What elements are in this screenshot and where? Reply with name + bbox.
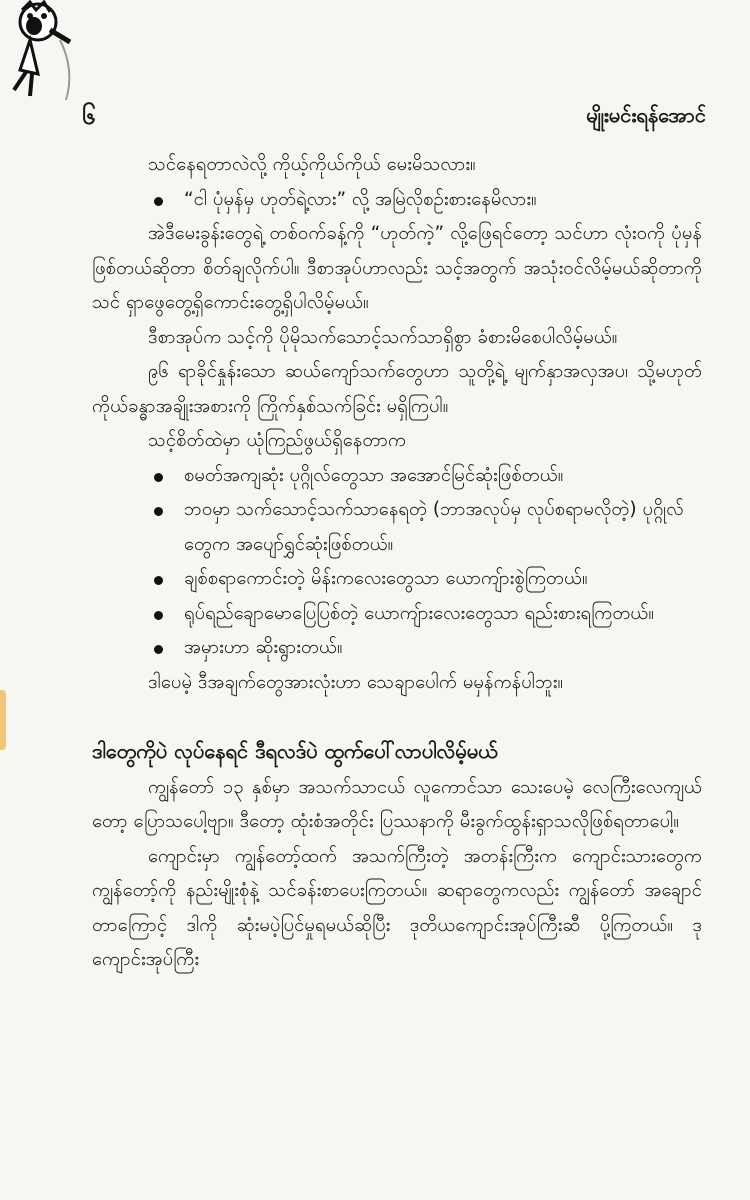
page-edge-tab bbox=[0, 690, 6, 750]
section-heading: ဒါတွေကိုပဲ လုပ်နေရင် ဒီရလဒ်ပဲ ထွက်ပေါ်လာပါလိမ့်မယ် bbox=[92, 739, 498, 763]
bullet-text: အမှားဟာ ဆိုးရွားတယ်။ bbox=[184, 637, 343, 658]
cartoon-mascot-icon bbox=[0, 0, 110, 110]
bullet-text: ချစ်စရာကောင်းတဲ့ မိန်းကလေးတွေသာ ယောကျ်ားစွဲကြတယ်။ bbox=[184, 568, 588, 589]
list-item bbox=[92, 493, 702, 562]
bullet-icon bbox=[154, 576, 163, 585]
bullet-icon bbox=[154, 197, 163, 206]
body-paragraph: ဒါပေမဲ့ ဒီအချက်တွေအားလုံးဟာ သေချာပေါက် မမှန်ကန်ပါဘူး။ bbox=[148, 671, 564, 693]
list-item bbox=[92, 562, 702, 597]
question-bullet-list bbox=[92, 183, 702, 218]
body-paragraph: ဒီစာအုပ်က သင့်ကို ပိုမိုသက်သောင့်သက်သာရှိစွာ ခံစားမိစေပါလိမ့်မယ်။ bbox=[148, 326, 618, 348]
bullet-icon bbox=[154, 611, 163, 620]
bullet-icon bbox=[154, 645, 163, 654]
page-header bbox=[0, 100, 750, 140]
section-paragraph: ကျွန်တော် ၁၃ နှစ်မှာ အသက်သာငယ် လူကောင်သာ သေးပေမဲ့ လေကြီးလေကျယ်တော့ ပြောသပေါ့ဗျာ။ ဒီတော့ ထုံးစံအတိုင်း ပြဿနာကို မီးခွက်ထွန်းရှာသလိုဖြစ်ရတာပေါ့။ bbox=[92, 776, 702, 832]
bullet-text: ဘဝမှာ သက်သောင့်သက်သာနေရတဲ့ (ဘာအလုပ်မှ လုပ်စရာမလိုတဲ့) ပုဂ္ဂိုလ်တွေက အပျော်ရွှင်ဆုံးဖြစ်တယ်။ bbox=[184, 499, 684, 555]
body-paragraph: သင့်စိတ်ထဲမှာ ယုံကြည်ဖွယ်ရှိနေတာက bbox=[148, 430, 407, 451]
bullet-text: ရုပ်ရည်ချောမောပြေပြစ်တဲ့ ယောကျ်ားလေးတွေသာ ရည်းစားရကြတယ်။ bbox=[184, 602, 654, 624]
body-paragraph: အဲဒီမေးခွန်းတွေရဲ့ တစ်ဝက်ခန့်ကို “ဟုတ်ကဲ့” လို့ဖြေရင်တော့ သင်ဟာ လုံးဝကို ပုံမှန်ဖြစ်တယ်ဆိုတာ စိတ်ချလိုက်ပါ။ ဒီစာအုပ်ဟာလည်း သင့်အတွက် အသုံးဝင်လိမ့်မယ်ဆိုတာကို သင် ရှာဖွေတွေ့ရှိကောင်းတွေ့ရှိပါလိမ့်မယ်။ bbox=[92, 223, 702, 313]
beliefs-bullet-list bbox=[92, 459, 702, 666]
page-number: ၆ bbox=[82, 102, 96, 130]
running-title: မျိုးမင်းရန်အောင် bbox=[586, 103, 706, 127]
list-item bbox=[92, 183, 702, 218]
bullet-text: စမတ်အကျဆုံး ပုဂ္ဂိုလ်တွေသာ အအောင်မြင်ဆုံးဖြစ်တယ်။ bbox=[184, 464, 564, 486]
body-line-intro: သင်နေရတာလဲလို့ ကိုယ့်ကိုယ်ကိုယ် မေးမိသလား။ bbox=[148, 154, 476, 175]
list-item bbox=[92, 631, 702, 666]
page-body bbox=[92, 148, 702, 978]
section-paragraph: ကျောင်းမှာ ကျွန်တော့်ထက် အသက်ကြီးတဲ့ အတန်းကြီးက ကျောင်းသားတွေက ကျွန်တော့်ကို နည်းမျိုးစုံနဲ့ သင်ခန်းစာပေးကြတယ်။ ဆရာတွေကလည်း ကျွန်တော် အချောင်တာကြောင့် ဒါကို ဆုံးမပဲ့ပြင်မှုရမယ်ဆိုပြီး ဒုတိယကျောင်းအုပ်ကြီးဆီ ပို့ကြတယ်။ ဒုကျောင်းအုပ်ကြီး bbox=[92, 845, 702, 970]
bullet-text: “ငါ ပုံမှန်မှ ဟုတ်ရဲ့လား” လို့ အမြဲလိုစဉ်းစားနေမိလား။ bbox=[184, 188, 537, 210]
list-item bbox=[92, 597, 702, 632]
body-paragraph: ၉၆ ရာခိုင်နှုန်းသော ဆယ်ကျော်သက်တွေဟာ သူတို့ရဲ့ မျက်နှာအလှအပ၊ သို့မဟုတ် ကိုယ်ခန္ဓာအချိုးအစားကို ကြိုက်နှစ်သက်ခြင်း မရှိကြပါ။ bbox=[92, 361, 702, 417]
bullet-icon bbox=[154, 507, 163, 516]
bullet-icon bbox=[154, 473, 163, 482]
list-item bbox=[92, 459, 702, 494]
